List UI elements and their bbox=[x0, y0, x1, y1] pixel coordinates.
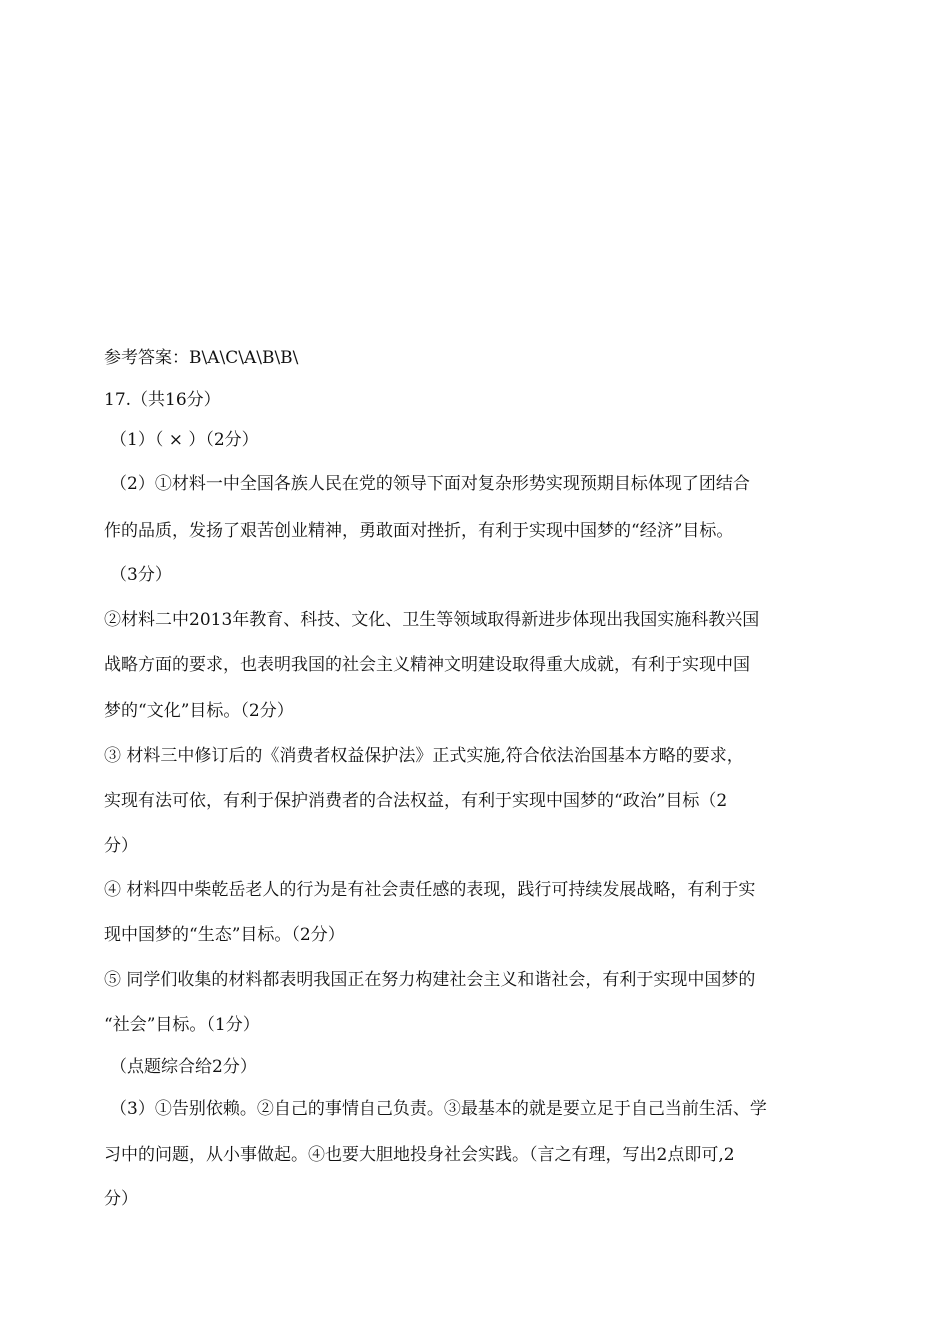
q17-part3-line3: 分） bbox=[104, 1189, 138, 1209]
q17-part3-line2: 习中的问题，从小事做起。④也要大胆地投身社会实践。（言之有理，写出2点即可,2 bbox=[104, 1145, 735, 1165]
item4-line2: 现中国梦的“生态”目标。（2分） bbox=[104, 925, 345, 945]
item3-line3: 分） bbox=[104, 836, 138, 856]
q17-part2-line3: （3分） bbox=[110, 565, 172, 585]
q17-part1-answer: （1）（ × ）（2分） bbox=[110, 430, 259, 450]
item2-line3: 梦的“文化”目标。（2分） bbox=[104, 701, 294, 721]
answer-key-line: 参考答案：B\A\C\A\B\B\ bbox=[104, 348, 299, 368]
item3-line1: ③ 材料三中修订后的《消费者权益保护法》正式实施,符合依法治国基本方略的要求， bbox=[104, 746, 744, 766]
item3-line2: 实现有法可依，有利于保护消费者的合法权益，有利于实现中国梦的“政治”目标（2 bbox=[104, 791, 728, 811]
q17-part3-line1: （3）①告别依赖。②自己的事情自己负责。③最基本的就是要立足于自己当前生活、学 bbox=[110, 1099, 767, 1119]
q17-part2-line2: 作的品质，发扬了艰苦创业精神，勇敢面对挫折，有利于实现中国梦的“经济”目标。 bbox=[104, 521, 734, 541]
item5-line1: ⑤ 同学们收集的材料都表明我国正在努力构建社会主义和谐社会，有利于实现中国梦的 bbox=[104, 970, 756, 990]
item4-line1: ④ 材料四中柴乾岳老人的行为是有社会责任感的表现，践行可持续发展战略，有利于实 bbox=[104, 880, 756, 900]
item5-line2: “社会”目标。（1分） bbox=[104, 1015, 260, 1035]
summary-line: （点题综合给2分） bbox=[110, 1057, 257, 1077]
q17-part2-line1: （2）①材料一中全国各族人民在党的领导下面对复杂形势实现预期目标体现了团结合 bbox=[110, 474, 750, 494]
item2-line1: ②材料二中2013年教育、科技、文化、卫生等领域取得新进步体现出我国实施科教兴国 bbox=[104, 610, 760, 630]
question-17-header: 17.（共16分） bbox=[104, 390, 221, 410]
item2-line2: 战略方面的要求，也表明我国的社会主义精神文明建设取得重大成就，有利于实现中国 bbox=[104, 655, 750, 675]
